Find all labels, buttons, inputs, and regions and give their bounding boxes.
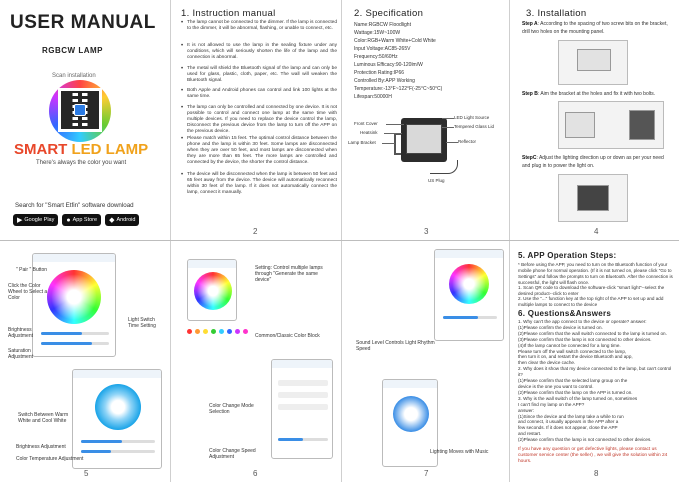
color-wheel (449, 264, 489, 304)
app-steps-panel (510, 241, 679, 482)
bracket-shape (577, 49, 611, 71)
annotation: Brightness Adjustment (16, 444, 66, 450)
slider-fill (278, 438, 303, 441)
annotation: Saturation Adjustment (8, 348, 34, 360)
color-block (227, 329, 232, 334)
qa-line: (2)Please confirm that the lamp is not connected to other devices. (518, 437, 652, 443)
brand-logo (14, 141, 148, 158)
spec-line: Frequency:50/60Hz (354, 54, 398, 60)
label-heatsink: Heatsink (360, 130, 378, 135)
mode-row (278, 392, 328, 398)
phone-screenshot (72, 369, 162, 469)
qa-line: then turn it on, and restart the device Bluetooth and app, (518, 354, 633, 360)
slider-fill (41, 342, 92, 345)
app-store-badge (62, 214, 101, 226)
qa-line: Please turn off the wall switch connected to the lamp, (518, 348, 627, 354)
step-label: Step A (522, 21, 538, 27)
spec-line: Color:RGB+Warm White+Cold White (354, 38, 436, 44)
qa-line: (1)Please confirm the device is turned on. (518, 324, 603, 330)
qa-line: 2. Why does it show that my device connected to the lamp, but can't control it? (518, 366, 672, 378)
apple-icon: ● (66, 216, 71, 224)
annotation: Common/Classic Color Block (255, 333, 320, 339)
support-note: If you have any question or get defective lights, please contact us customer service center (the seller) , we will give the solution within 24 hours. (518, 447, 668, 464)
leader-line (384, 133, 402, 134)
annotation: Color Change Speed Adjustment (209, 448, 256, 460)
search-instruction: Search for "Smart Etfin" software download (15, 202, 134, 209)
step-text: : According to the spacing of two screw bits on the bracket, drill two holes on the mounting panel. (522, 21, 668, 35)
qa-line: I can't find my lamp on the APP? (518, 401, 585, 407)
qa-line: (3)Please confirm that the lamp is not connected to other devices. (518, 336, 652, 342)
badge-label: Android (116, 217, 136, 223)
color-block (243, 329, 248, 334)
label-reflector: Reflector (458, 139, 477, 144)
section-heading: 5. APP Operation Steps: (518, 251, 617, 260)
spec-line: Input Voltage:AC85-265V (354, 46, 411, 52)
qa-line: few seconds. If it does not appear, close the APP (518, 425, 618, 431)
tagline: There's always the color you want (36, 160, 127, 166)
color-block (235, 329, 240, 334)
badge-label: Google Play (24, 217, 55, 223)
instruction-bullet: • Please match within 15 feet. The optimal control distance between the phone and the lamp is within 30 feet. Some lamps are disconnected when they are over 50 feet, and most lamps are disconnected when they are more than 65 feet. The more lamps are controlled and connected by the device, the shorter the control distance. (187, 136, 337, 166)
spec-line: Name:RGBCW Floodlight (354, 22, 411, 28)
qa-line: answer: (518, 407, 535, 413)
install-illustration-b (558, 101, 664, 149)
phone-screenshot (434, 249, 504, 341)
qa-line: (1)Please confirm that the selected lamp group on the (518, 378, 628, 384)
section-heading: 2. Specification (354, 8, 424, 19)
app-header (188, 260, 236, 268)
page-number: 5 (84, 469, 89, 478)
app-color-panel (0, 241, 170, 482)
qa-line: and restart. (518, 431, 542, 437)
brand-part2: LED LAMP (71, 141, 149, 158)
install-step-a (522, 21, 672, 36)
white-temp-wheel (95, 384, 141, 430)
spec-line: Temperature:-13°F~122°F(-25°C~50°C) (354, 86, 443, 92)
install-illustration-a (558, 40, 628, 85)
lamp-bracket-shape (394, 133, 401, 155)
brightness-slider (41, 332, 109, 335)
annotation: Sound Level Controls Light Rhythm Speed (356, 340, 435, 352)
spec-line: Protection Rating:IP66 (354, 70, 405, 76)
lamp-glass (406, 124, 442, 154)
badge-label: App Store (72, 217, 98, 223)
brand-part1: SMART (14, 141, 68, 158)
android-icon: ◆ (109, 217, 115, 224)
store-badges (13, 214, 139, 226)
qa-line: (1)Since the device and the lamp take a while to run (518, 413, 624, 419)
app-scene-panel (171, 241, 341, 482)
slider-fill (41, 332, 82, 335)
annotation: Color Change Mode Selection (209, 403, 254, 415)
qa-list (510, 319, 679, 443)
instruction-bullet: • The metal will shield the Bluetooth signal of the lamp and can only be used for glass, plastic, cloth, paper, etc. The wall will weaken the Bluetooth signal. (187, 66, 337, 84)
instruction-panel (171, 0, 341, 240)
play-icon: ▶ (17, 217, 23, 224)
manual-title: USER MANUAL (10, 12, 156, 33)
slider-fill (81, 450, 111, 453)
app-step: 1. Scan QR code to download the software-click "smart light"--select the desired product--click to enter (518, 285, 665, 296)
spec-line: Wattage:15W~100W (354, 30, 401, 36)
qa-line: (2)Please confirm that the wall switch connected to the lamp is turned on. (518, 330, 667, 336)
annotation: Click the Color Wheel to Select a Color (8, 283, 48, 301)
leader-line (386, 124, 404, 125)
annotation: " Pair " Button (16, 267, 48, 273)
phone-screenshot (187, 259, 237, 321)
instruction-bullet: • Both Apple and Android phones can control and link 100 lights at the same time. (187, 88, 337, 100)
instruction-bullet: • It is not allowed to use the lamp in the sealing fixture under any conditions, which will seriously shorten the life of the lamp and the connection is abnormal. (187, 43, 337, 61)
leader-line (446, 142, 458, 143)
install-step-c (522, 155, 672, 170)
instruction-bullet: • The device will be disconnected when the lamp is between 50 feet and 65 feet away from the device. The device will automatically reconnect within 30 feet of the lamp. If it does not automatically connect the lamp, connect it manually. (187, 172, 337, 196)
color-block (187, 329, 192, 334)
cover-panel (0, 0, 170, 240)
app-header (383, 380, 437, 388)
install-step-b (522, 91, 672, 99)
qa-line: (2)Please confirm that the lamp on the APP is turned on. (518, 389, 633, 395)
leader-line (442, 127, 454, 128)
slider-fill (81, 440, 122, 443)
label-led-source: LED Light Source (454, 115, 490, 120)
qa-line: and connect, it usually appears in the APP after a (518, 419, 619, 425)
label-us-plug: US Plug (428, 178, 445, 183)
step-text: : Adjust the lighting direction up or down as per your need and plug in to power the light on. (522, 155, 664, 169)
qa-line: then clear the device cache. (518, 360, 576, 366)
annotation: Light Switch Time Setting (128, 317, 156, 329)
app-logo-icon (74, 104, 86, 116)
step-text: : Aim the bracket at the holes and fix it with two bolts. (537, 91, 656, 97)
annotation: Lighting Moves with Music (430, 449, 489, 455)
annotation: Setting: Control multiple lamps through "Generate the same device" (255, 265, 323, 283)
app-step: * Before using the APP, you need to turn on the Bluetooth function of your mobile phone for normal operation. (If it is not turned on, please click "Go to Settings" and follow the prompts to turn on Bluetooth. After the connection is successful, the light will flash once. (518, 262, 673, 285)
qa-line: 1. Why can't the app connect to the device or operate? answer: (518, 319, 647, 324)
instruction-bullet: • The lamp can only be controlled and connected by one device. It is not possible to control and connect one lamp at the same time with multiple devices. If you need to replace the device control the lamp, Disconnect the previous device from the lamp to turn off the APP on the previous device. (187, 105, 337, 135)
lamp-shape (629, 110, 655, 140)
spec-line: Luminous Efficacy:90-120lm/W (354, 62, 423, 68)
step-label: Step B (522, 91, 538, 97)
qa-line: device is the one you want to control. (518, 383, 594, 389)
page-number: 2 (253, 227, 258, 236)
lamp-cord (430, 160, 458, 174)
color-wheel (194, 272, 232, 310)
color-block (219, 329, 224, 334)
phone-screenshot (271, 359, 333, 459)
lamp-shape (577, 185, 609, 211)
bracket-shape (565, 112, 595, 138)
saturation-slider (41, 342, 109, 345)
app-music-panel (342, 241, 509, 482)
label-lamp-bracket: Lamp Bracket (348, 140, 376, 145)
music-indicator (393, 396, 429, 432)
scan-label: Scan installation (52, 73, 96, 79)
app-header (272, 360, 332, 368)
section-heading: 6. Questions&Answers (518, 309, 612, 318)
specification-panel (342, 0, 509, 240)
instruction-bullet: • The lamp cannot be connected to the dimmer. If the lamp is connected to the dimmer, it will be abnormal, flashing, or unable to connect, etc. (187, 20, 337, 32)
installation-panel (510, 0, 679, 240)
color-wheel (47, 270, 101, 324)
label-front-cover: Front Cover (354, 121, 378, 126)
leader-line (442, 118, 454, 119)
page-number: 6 (253, 469, 258, 478)
mode-row (278, 404, 328, 410)
section-heading: 3. Installation (526, 8, 587, 19)
page-number: 4 (594, 227, 599, 236)
spec-line: Lifespan:50000H (354, 94, 392, 100)
qa-line: 3. Why is the wall switch of the lamp turned on, sometimes (518, 395, 638, 401)
page-number: 3 (424, 227, 429, 236)
app-header (33, 254, 115, 262)
sound-slider (443, 316, 497, 319)
color-block (195, 329, 200, 334)
google-play-badge (13, 214, 58, 226)
slider-fill (443, 316, 478, 319)
step-label: StepC (522, 155, 537, 161)
qa-line: (4)If the lamp cannot be connected for a long time. (518, 342, 621, 348)
android-badge (105, 214, 139, 226)
model-name: RGBCW LAMP (42, 46, 103, 55)
speed-slider (278, 438, 328, 441)
label-tempered-glass: Tempered Glass Lid (454, 124, 495, 129)
annotation: Brightness Adjustment (8, 327, 34, 339)
color-block (211, 329, 216, 334)
app-header (73, 370, 161, 378)
page-number: 8 (594, 469, 599, 478)
section-heading: 1. Instruction manual (181, 8, 276, 19)
app-step: 2. Use the "..." function key at the top right of the APP to set up and add multiple lamps to connect to the device (518, 296, 664, 307)
page-number: 7 (424, 469, 429, 478)
app-header (435, 250, 503, 258)
leader-line (382, 143, 395, 144)
annotation: Color Temperature Adjustment (16, 456, 84, 462)
spec-line: Controlled By:APP Working (354, 78, 415, 84)
mode-row (278, 380, 328, 386)
temperature-slider (81, 450, 155, 453)
install-illustration-c (558, 174, 628, 222)
color-block-row (187, 329, 248, 334)
brightness-slider (81, 440, 155, 443)
color-block (203, 329, 208, 334)
annotation: Switch Between Warm White and Cool White (18, 412, 69, 424)
